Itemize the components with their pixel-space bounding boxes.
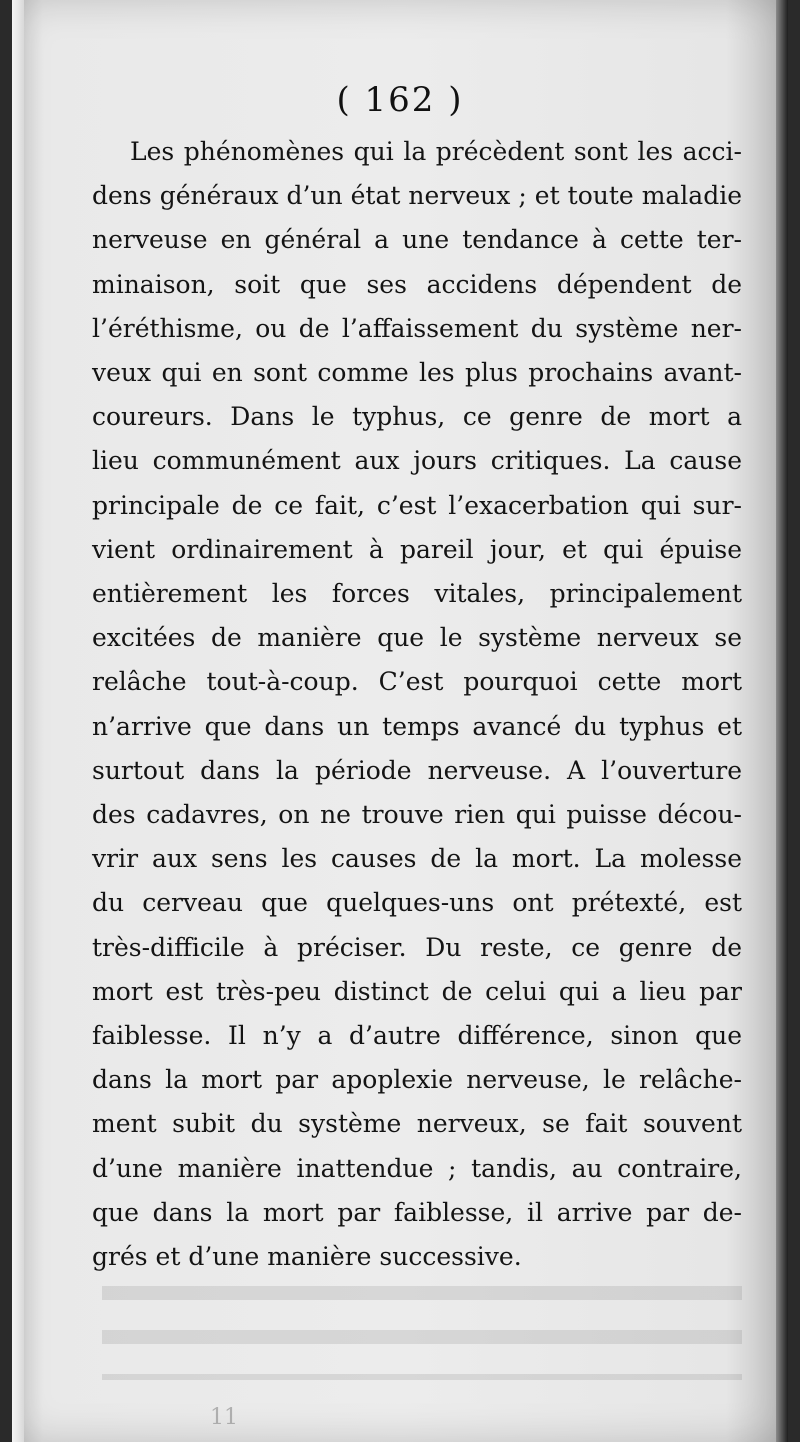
text-line: minaison, soit que ses accidens dépendent de xyxy=(92,269,742,299)
text-line: dans la mort par apoplexie nerveuse, le relâche- xyxy=(92,1065,742,1095)
page-gutter-shadow xyxy=(776,0,788,1442)
show-through-text xyxy=(102,1270,742,1380)
text-line: dens généraux d’un état nerveux ; et toute maladie xyxy=(92,181,742,211)
text-line: des cadavres, on ne trouve rien qui puisse décou- xyxy=(92,800,742,830)
text-line: coureurs. Dans le typhus, ce genre de mort a xyxy=(92,402,742,432)
text-line: relâche tout-à-coup. C’est pourquoi cette mort xyxy=(92,667,742,697)
text-line: très-difficile à préciser. Du reste, ce genre de xyxy=(92,932,742,962)
book-page xyxy=(12,0,788,1442)
text-line: d’une manière inattendue ; tandis, au contraire, xyxy=(92,1153,742,1183)
text-line: du cerveau que quelques-uns ont prétexté, est xyxy=(92,888,742,918)
text-line: faiblesse. Il n’y a d’autre différence, sinon que xyxy=(92,1021,742,1051)
text-line: entièrement les forces vitales, principalement xyxy=(92,579,742,609)
text-line: excitées de manière que le système nerveux se xyxy=(92,623,742,653)
text-line: que dans la mort par faiblesse, il arrive par de- xyxy=(92,1197,742,1227)
body-text xyxy=(92,130,742,1279)
text-line: n’arrive que dans un temps avancé du typhus et xyxy=(92,711,742,741)
text-line: Les phénomènes qui la précèdent sont les acci- xyxy=(130,137,742,166)
text-line: lieu communément aux jours critiques. La cause xyxy=(92,446,742,476)
page-left-edge xyxy=(12,0,24,1442)
text-line: nerveuse en général a une tendance à cette ter- xyxy=(92,225,742,255)
text-line: principale de ce fait, c’est l’exacerbation qui sur- xyxy=(92,490,742,520)
text-line: surtout dans la période nerveuse. A l’ouverture xyxy=(92,755,742,785)
signature-mark: 11 xyxy=(210,1405,238,1430)
text-line: vient ordinairement à pareil jour, et qui épuise xyxy=(92,534,742,564)
text-line: grés et d’une manière successive. xyxy=(92,1242,522,1272)
text-line: mort est très-peu distinct de celui qui a lieu par xyxy=(92,976,742,1006)
text-line: ment subit du système nerveux, se fait souvent xyxy=(92,1109,742,1139)
page-number: ( 162 ) xyxy=(336,80,464,120)
text-line: vrir aux sens les causes de la mort. La molesse xyxy=(92,844,742,874)
text-line: l’éréthisme, ou de l’affaissement du système ner- xyxy=(92,313,742,343)
text-line: veux qui en sont comme les plus prochains avant- xyxy=(92,358,742,388)
